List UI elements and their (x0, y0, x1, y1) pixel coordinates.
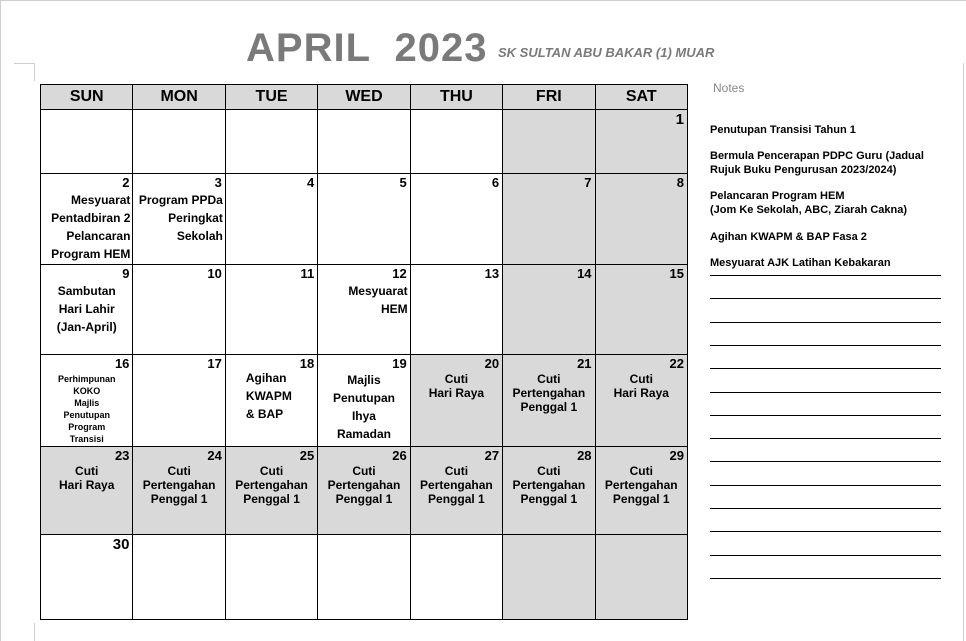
day-number: 11 (300, 265, 315, 281)
day-number: 8 (676, 175, 684, 191)
day-cell-fri[interactable] (503, 174, 595, 265)
week-row (41, 110, 688, 174)
calendar-title: APRIL 2023 (246, 26, 488, 70)
calendar-grid (40, 84, 688, 620)
note-line (710, 392, 941, 393)
day-number: 21 (577, 356, 592, 372)
day-number: 24 (207, 447, 222, 463)
day-cell-mon[interactable] (133, 174, 225, 265)
day-number: 3 (214, 175, 222, 191)
day-event: Cuti Pertengahan Penggal 1 (420, 463, 493, 506)
notes-label: Notes (713, 81, 745, 95)
day-cell-thu[interactable] (410, 535, 502, 620)
note-line (710, 415, 941, 416)
day-number: 18 (299, 356, 315, 372)
day-cell-sun[interactable] (41, 174, 133, 265)
day-cell-thu[interactable] (410, 110, 502, 174)
day-event: Cuti Pertengahan Penggal 1 (235, 463, 308, 506)
day-cell-wed[interactable] (318, 174, 410, 265)
day-number: 29 (669, 447, 684, 463)
day-cell-tue[interactable] (225, 110, 317, 174)
day-cell-thu[interactable] (410, 174, 502, 265)
note-line (710, 298, 941, 299)
day-cell-tue[interactable] (225, 174, 317, 265)
day-cell-sat[interactable] (595, 264, 687, 355)
frame-guide-left (0, 0, 1, 641)
day-cell-sun[interactable] (41, 355, 133, 447)
day-event: Cuti Hari Raya (428, 372, 485, 401)
weekday-wed: WED (318, 85, 410, 110)
day-event: Cuti Hari Raya (613, 372, 669, 401)
weekday-tue: TUE (225, 85, 317, 110)
frame-guide-tl-v (34, 63, 35, 81)
note-line (710, 322, 941, 323)
day-cell-sun[interactable] (41, 446, 133, 535)
day-number: 17 (207, 356, 222, 372)
note-line (710, 508, 941, 509)
day-number: 16 (114, 356, 130, 372)
note-line (710, 345, 941, 346)
weekday-header-row (41, 85, 688, 110)
day-cell-sun[interactable] (41, 535, 133, 620)
day-event: Majlis Penutupan Ihya Ramadan (332, 373, 395, 442)
day-cell-sat[interactable] (595, 174, 687, 265)
day-cell-wed[interactable] (318, 535, 410, 620)
day-number: 15 (669, 265, 684, 281)
day-number: 7 (584, 175, 592, 191)
day-cell-mon[interactable] (133, 264, 225, 355)
day-cell-sat[interactable] (595, 535, 687, 620)
day-cell-fri[interactable] (503, 110, 595, 174)
day-cell-tue[interactable] (225, 264, 317, 355)
weekday-mon: MON (133, 85, 225, 110)
note-item: Pelancaran Program HEM (Jom Ke Sekolah, ABC, Ziarah Cakna) (710, 190, 908, 216)
note-line (710, 438, 941, 439)
day-event: Cuti Pertengahan Penggal 1 (604, 463, 678, 506)
day-cell-sat[interactable] (595, 446, 687, 535)
day-number: 26 (392, 447, 407, 463)
day-event: Cuti Hari Raya (59, 463, 115, 492)
note-line (710, 531, 941, 532)
week-row (41, 174, 688, 265)
day-cell-tue[interactable] (225, 446, 317, 535)
day-cell-fri[interactable] (503, 535, 595, 620)
day-event: Perhimpunan KOKO Majlis Penutupan Program Transisi (57, 374, 116, 445)
day-cell-wed[interactable] (318, 446, 410, 535)
day-number: 22 (669, 356, 684, 372)
day-number: 2 (122, 175, 130, 191)
note-line (710, 368, 941, 369)
note-line (710, 578, 941, 579)
day-cell-sun[interactable] (41, 110, 133, 174)
note-item: Penutupan Transisi Tahun 1 (710, 124, 856, 136)
day-cell-fri[interactable] (503, 264, 595, 355)
frame-guide-bl-v (34, 623, 35, 641)
calendar-body (41, 110, 688, 620)
day-number: 28 (577, 447, 592, 463)
day-event: Program PPDa Peringkat Sekolah (138, 193, 223, 244)
weekday-sun: SUN (41, 85, 133, 110)
day-event: Mesyuarat HEM (348, 283, 408, 316)
frame-guide-tl-h (14, 63, 34, 64)
note-line (710, 461, 941, 462)
day-cell-thu[interactable] (410, 355, 502, 447)
day-number: 13 (484, 265, 500, 281)
day-event: Sambutan Hari Lahir (Jan-April) (56, 283, 117, 334)
note-item: Mesyuarat AJK Latihan Kebakaran (710, 257, 891, 269)
note-line (710, 485, 941, 486)
day-cell-mon[interactable] (133, 110, 225, 174)
week-row (41, 355, 688, 447)
weekday-fri: FRI (503, 85, 595, 110)
day-cell-wed[interactable] (318, 355, 410, 447)
week-row (41, 535, 688, 620)
day-event: Cuti Pertengahan Penggal 1 (327, 463, 401, 506)
day-number: 14 (577, 265, 592, 281)
day-number: 19 (392, 356, 407, 372)
day-cell-thu[interactable] (410, 264, 502, 355)
frame-guide-top (0, 0, 966, 1)
day-cell-mon[interactable] (133, 446, 225, 535)
day-number: 12 (392, 265, 407, 281)
day-cell-fri[interactable] (503, 355, 595, 447)
week-row (41, 446, 688, 535)
week-row (41, 264, 688, 355)
weekday-thu: THU (410, 85, 502, 110)
day-number: 20 (484, 356, 500, 372)
day-event: Cuti Pertengahan Penggal 1 (512, 463, 586, 506)
day-number: 25 (299, 447, 315, 463)
weekday-sat: SAT (595, 85, 687, 110)
day-number: 4 (307, 175, 315, 191)
day-number: 23 (114, 447, 130, 463)
school-name: SK SULTAN ABU BAKAR (1) MUAR (498, 45, 715, 60)
day-cell-sat[interactable] (595, 355, 687, 447)
day-number: 10 (207, 265, 222, 281)
day-event: Mesyuarat Pentadbiran 2 Pelancaran Program HEM (51, 193, 131, 262)
day-cell-mon[interactable] (133, 535, 225, 620)
day-event: Cuti Pertengahan Penggal 1 (512, 372, 586, 415)
day-cell-tue[interactable] (225, 535, 317, 620)
day-cell-tue[interactable] (225, 355, 317, 447)
day-cell-sat[interactable] (595, 110, 687, 174)
day-cell-sun[interactable] (41, 264, 133, 355)
day-cell-mon[interactable] (133, 355, 225, 447)
day-number: 1 (675, 111, 684, 128)
note-item: Bermula Pencerapan PDPC Guru (Jadual Rujuk Buku Pengurusan 2023/2024) (710, 150, 924, 176)
day-number: 6 (491, 175, 500, 191)
day-cell-wed[interactable] (318, 264, 410, 355)
note-item: Agihan KWAPM & BAP Fasa 2 (710, 231, 867, 243)
day-cell-wed[interactable] (318, 110, 410, 174)
note-line (710, 275, 941, 276)
day-number: 5 (399, 175, 407, 191)
day-event: Agihan KWAPM & BAP (245, 371, 292, 422)
day-number: 9 (122, 265, 130, 281)
day-cell-fri[interactable] (503, 446, 595, 535)
day-number: 27 (484, 447, 500, 463)
note-line (710, 555, 941, 556)
day-cell-thu[interactable] (410, 446, 502, 535)
day-event: Cuti Pertengahan Penggal 1 (142, 463, 216, 506)
frame-guide-right (963, 63, 964, 641)
day-number: 30 (112, 536, 130, 554)
